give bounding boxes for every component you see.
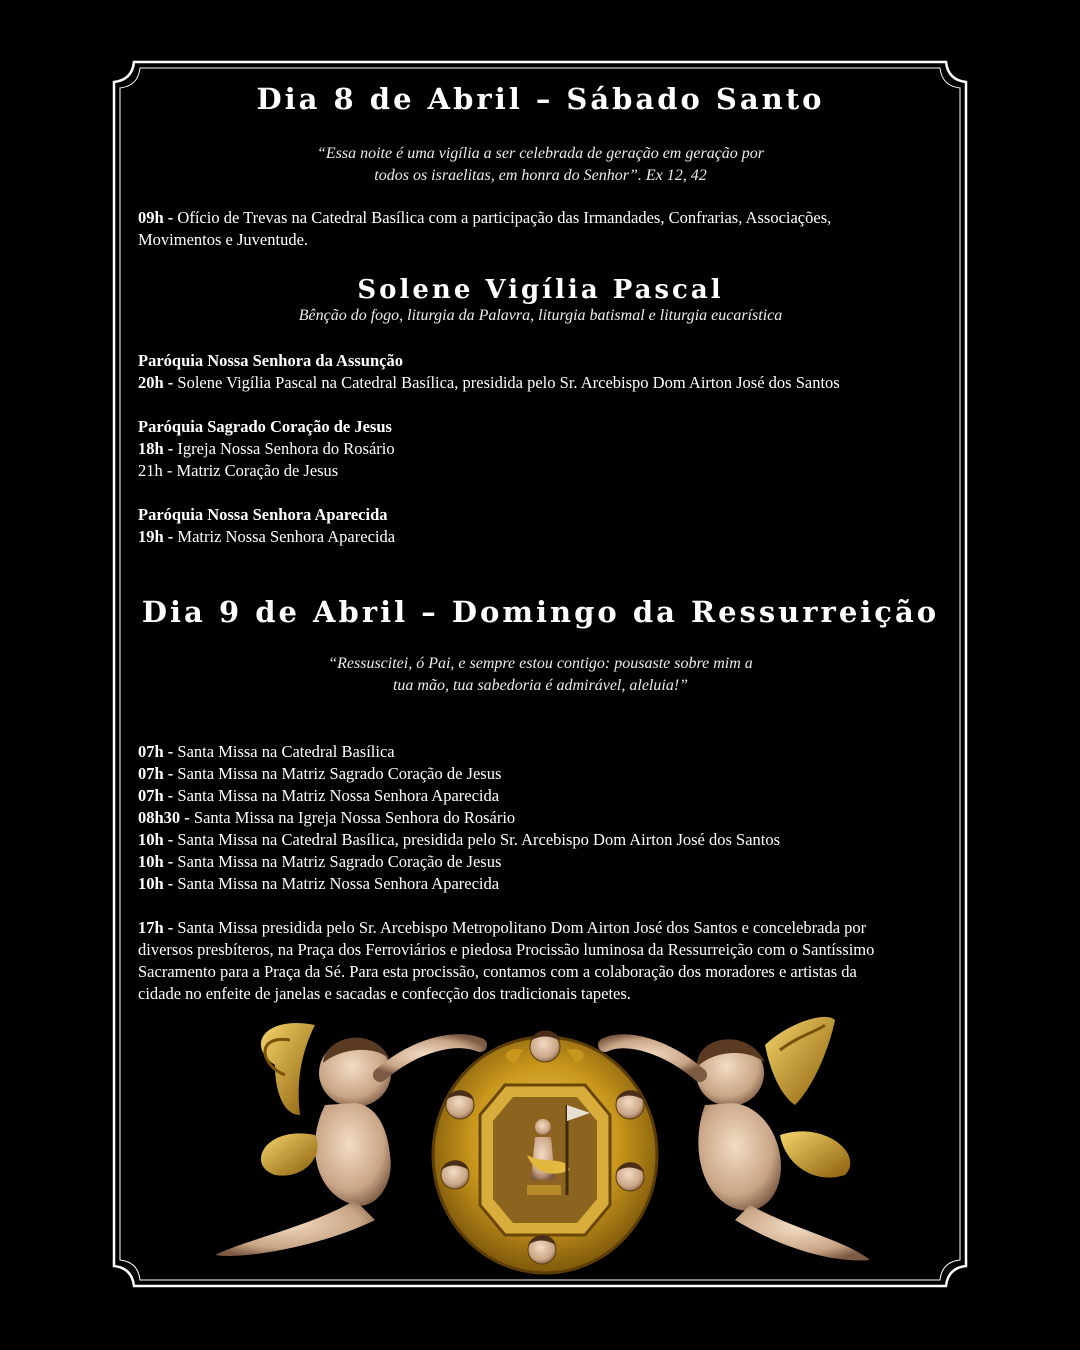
time-label: 10h -	[138, 874, 174, 893]
quote-line: tua mão, tua sabedoria é admirável, aleluia!”	[392, 677, 689, 694]
event-text: Santa Missa na Matriz Nossa Senhora Aparecida	[177, 874, 500, 893]
list-item	[138, 829, 943, 851]
event-text: Santa Missa presidida pelo Sr. Arcebispo Metropolitano Dom Airton José dos Santos e concelebrada por	[177, 918, 867, 937]
office-of-darkness	[138, 207, 943, 251]
day1-title: Dia 8 de Abril – Sábado Santo	[256, 82, 825, 116]
quote-line: “Ressuscitei, ó Pai, e sempre estou contigo: pousaste sobre mim a	[328, 655, 753, 672]
list-item	[138, 763, 943, 785]
event-text: Santa Missa na Catedral Basílica, presidida pelo Sr. Arcebispo Dom Airton José dos Santos	[177, 830, 781, 849]
list-item	[138, 807, 943, 829]
event-text: cidade no enfeite de janelas e sacadas e confecção dos tradicionais tapetes.	[138, 984, 631, 1003]
day2-title: Dia 9 de Abril – Domingo da Ressurreição	[141, 595, 940, 629]
event-text: Matriz Nossa Senhora Aparecida	[177, 527, 396, 546]
time-label: 07h -	[138, 786, 174, 805]
event-text: Santa Missa na Igreja Nossa Senhora do Rosário	[193, 808, 516, 827]
time-label: 20h -	[138, 373, 174, 392]
vigil-title: Solene Vigília Pascal	[357, 275, 724, 305]
time-label: 17h -	[138, 918, 174, 937]
vigil-subtitle: Bênção do fogo, liturgia da Palavra, liturgia batismal e liturgia eucarística	[298, 307, 783, 324]
parish-aparecida	[138, 504, 943, 548]
time-label: 10h -	[138, 830, 174, 849]
procession-paragraph	[138, 917, 943, 1005]
event-text: Igreja Nossa Senhora do Rosário	[177, 439, 395, 458]
time-label: 10h -	[138, 852, 174, 871]
list-item	[138, 785, 943, 807]
list-item	[138, 741, 943, 763]
time-label: 07h -	[138, 742, 174, 761]
list-item	[138, 873, 943, 895]
parish-name: Paróquia Nossa Senhora Aparecida	[138, 505, 388, 524]
parish-name: Paróquia Nossa Senhora da Assunção	[138, 351, 403, 370]
list-item	[138, 851, 943, 873]
office-text: Ofício de Trevas na Catedral Basílica com a participação das Irmandades, Confrarias, Associações,	[177, 208, 832, 227]
time-label: 08h30 -	[138, 808, 190, 827]
parish-assuncao	[138, 350, 943, 394]
time-label: 07h -	[138, 764, 174, 783]
quote-line: “Essa noite é uma vigília a ser celebrada de geração em geração por	[316, 145, 765, 162]
parish-sagrado-coracao	[138, 416, 943, 482]
day1-quote	[138, 143, 943, 187]
time-label: 18h -	[138, 439, 174, 458]
event-text: 21h - Matriz Coração de Jesus	[138, 461, 339, 480]
day2-quote	[138, 653, 943, 697]
time-label: 19h -	[138, 527, 174, 546]
event-text: diversos presbíteros, na Praça dos Ferroviários e piedosa Procissão luminosa da Ressurreição com o Santíssimo	[138, 940, 875, 959]
event-text: Solene Vigília Pascal na Catedral Basílica, presidida pelo Sr. Arcebispo Dom Airton José dos Santos	[177, 373, 840, 392]
event-text: Santa Missa na Matriz Nossa Senhora Aparecida	[177, 786, 500, 805]
event-text: Santa Missa na Matriz Sagrado Coração de Jesus	[177, 764, 502, 783]
event-text: Sacramento para a Praça da Sé. Para esta procissão, contamos com a colaboração dos moradores e artistas da	[138, 962, 857, 981]
quote-line: todos os israelitas, em honra do Senhor”. Ex 12, 42	[374, 167, 707, 184]
event-text: Santa Missa na Catedral Basílica	[177, 742, 395, 761]
parish-name: Paróquia Sagrado Coração de Jesus	[138, 417, 392, 436]
office-text: Movimentos e Juventude.	[138, 230, 309, 249]
easter-masses-list	[138, 741, 943, 895]
event-text: Santa Missa na Matriz Sagrado Coração de Jesus	[177, 852, 502, 871]
baroque-angels-reliquary-image	[205, 1005, 885, 1280]
time-label: 09h -	[138, 208, 174, 227]
